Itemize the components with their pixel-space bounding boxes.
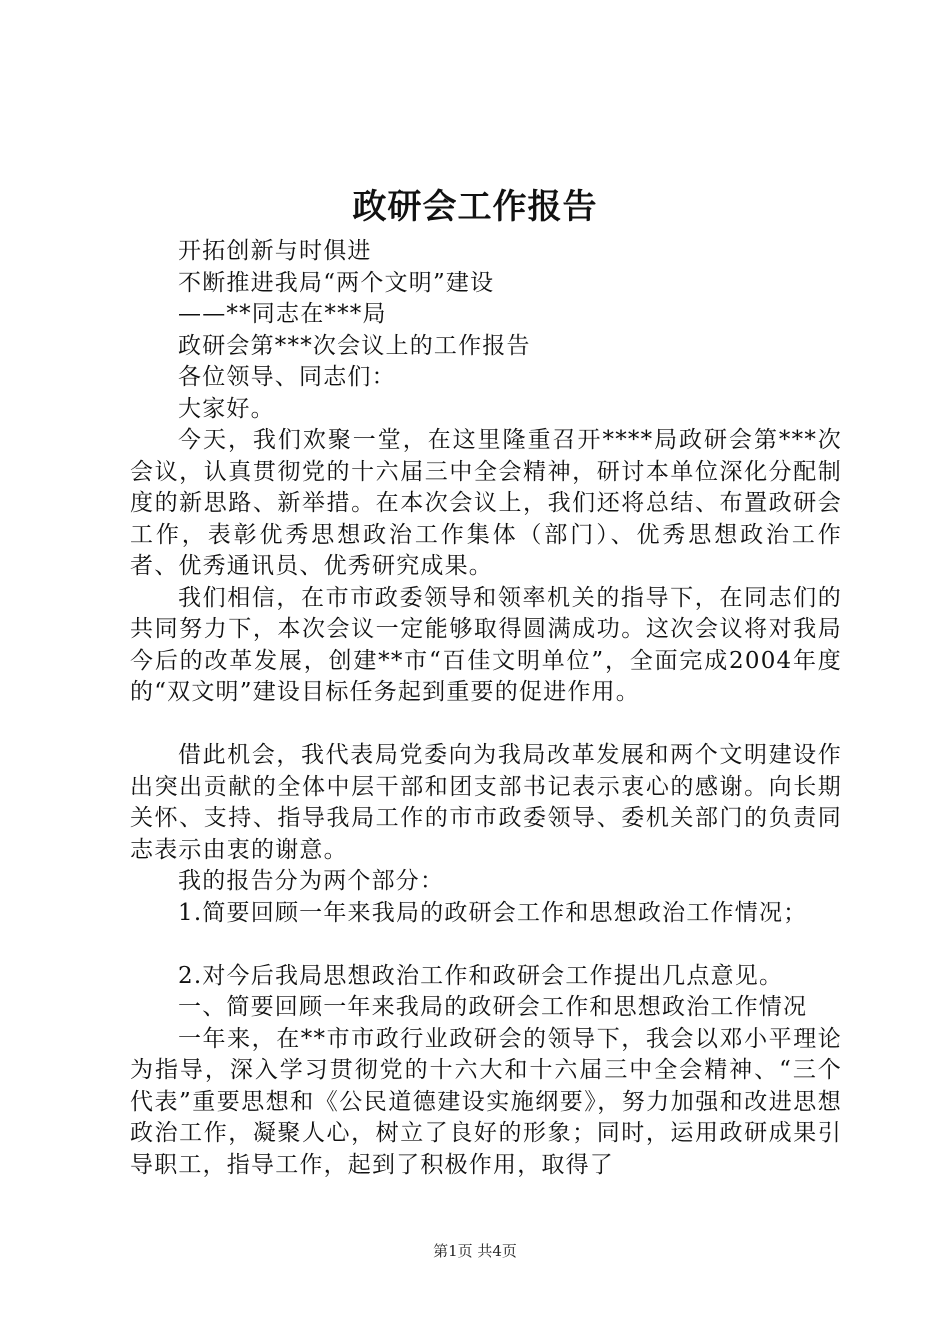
blank-line — [130, 709, 842, 741]
paragraph: 今天，我们欢聚一堂，在这里隆重召开****局政研会第***次会议，认真贯彻党的十六届三中全会精神，研讨本单位深化分配制度的新思路、新举措。在本次会议上，我们还将总结、布置政研会工作，表彰优秀思想政治工作集体（部门）、优秀思想政治工作者、优秀通讯员、优秀研究成果。 — [130, 427, 842, 579]
paragraph: 借此机会，我代表局党委向为我局改革发展和两个文明建设作出突出贡献的全体中层干部和团支部书记表示衷心的感谢。向长期关怀、支持、指导我局工作的市市政委领导、委机关部门的负责同志表示由衷的谢意。 — [130, 742, 842, 863]
section-heading: 一、简要回顾一年来我局的政研会工作和思想政治工作情况 — [178, 994, 808, 1020]
subtitle-line-1: 开拓创新与时俱进 — [178, 238, 372, 264]
paragraph: 我的报告分为两个部分： — [178, 868, 445, 894]
page-footer: 第1页 共4页 — [433, 1242, 517, 1260]
subtitle-line-2: 不断推进我局“两个文明”建设 — [178, 269, 495, 296]
speaker-line: ——**同志在***局 — [178, 301, 387, 327]
list-item: 1.简要回顾一年来我局的政研会工作和思想政治工作情况； — [178, 899, 808, 926]
greeting: 大家好。 — [178, 395, 275, 422]
document-body — [130, 236, 842, 1181]
paragraph: 一年来，在**市市政行业政研会的领导下，我会以邓小平理论为指导，深入学习贯彻党的十六大和十六届三中全会精神、“三个代表”重要思想和《公民道德建设实施纲要》，努力加强和改进思想政治工作，凝聚人心，树立了良好的形象；同时，运用政研成果引导职工，指导工作，起到了积极作用，取得了 — [130, 1025, 842, 1178]
document-title: 政研会工作报告 — [352, 187, 598, 227]
salutation: 各位领导、同志们： — [178, 364, 396, 390]
paragraph: 我们相信，在市市政委领导和领率机关的指导下，在同志们的共同努力下，本次会议一定能够取得圆满成功。这次会议将对我局今后的改革发展，创建**市“百佳文明单位”，全面完成2004年度的“双文明”建设目标任务起到重要的促进作用。 — [130, 584, 842, 705]
meeting-line: 政研会第***次会议上的工作报告 — [178, 332, 531, 359]
list-item: 2.对今后我局思想政治工作和政研会工作提出几点意见。 — [178, 962, 784, 989]
blank-line — [130, 929, 842, 961]
